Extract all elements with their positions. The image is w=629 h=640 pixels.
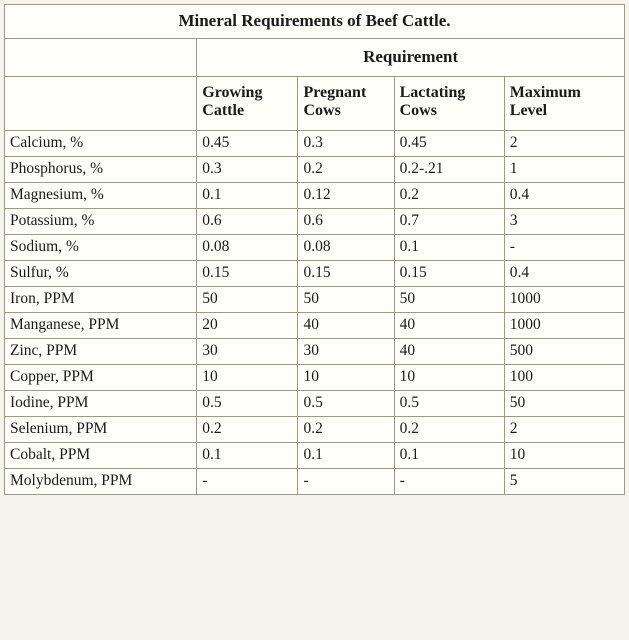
column-header-blank: [5, 77, 197, 131]
cell-pregnant-cows: 0.15: [298, 261, 394, 287]
cell-pregnant-cows: 0.6: [298, 209, 394, 235]
cell-pregnant-cows: 30: [298, 339, 394, 365]
cell-lactating-cows: 50: [394, 287, 504, 313]
table-title-row: [5, 5, 625, 39]
row-label: Molybdenum, PPM: [5, 469, 197, 495]
cell-lactating-cows: 0.2: [394, 417, 504, 443]
row-label: Magnesium, %: [5, 183, 197, 209]
cell-maximum-level: 3: [504, 209, 624, 235]
table-title: Mineral Requirements of Beef Cattle.: [5, 5, 625, 39]
table-row: [5, 261, 625, 287]
cell-lactating-cows: 0.2-.21: [394, 157, 504, 183]
row-label: Manganese, PPM: [5, 313, 197, 339]
table-row: [5, 287, 625, 313]
column-header-pregnant-cows: Pregnant Cows: [298, 77, 394, 131]
cell-growing-cattle: 0.45: [197, 131, 298, 157]
cell-maximum-level: 5: [504, 469, 624, 495]
cell-pregnant-cows: 0.3: [298, 131, 394, 157]
cell-lactating-cows: 0.7: [394, 209, 504, 235]
cell-pregnant-cows: 10: [298, 365, 394, 391]
cell-pregnant-cows: 0.12: [298, 183, 394, 209]
cell-growing-cattle: 0.3: [197, 157, 298, 183]
cell-growing-cattle: 50: [197, 287, 298, 313]
table-row: [5, 131, 625, 157]
cell-lactating-cows: 0.1: [394, 235, 504, 261]
cell-pregnant-cows: 0.5: [298, 391, 394, 417]
cell-growing-cattle: 20: [197, 313, 298, 339]
cell-growing-cattle: 0.2: [197, 417, 298, 443]
cell-lactating-cows: 0.15: [394, 261, 504, 287]
cell-growing-cattle: 0.6: [197, 209, 298, 235]
cell-maximum-level: 0.4: [504, 183, 624, 209]
mineral-requirements-table: [4, 4, 625, 495]
cell-pregnant-cows: 0.1: [298, 443, 394, 469]
row-label: Iron, PPM: [5, 287, 197, 313]
cell-lactating-cows: 0.5: [394, 391, 504, 417]
table-row: [5, 469, 625, 495]
cell-lactating-cows: 40: [394, 339, 504, 365]
cell-pregnant-cows: 0.2: [298, 157, 394, 183]
cell-maximum-level: 0.4: [504, 261, 624, 287]
cell-growing-cattle: 30: [197, 339, 298, 365]
cell-lactating-cows: 0.1: [394, 443, 504, 469]
table-body: [5, 5, 625, 495]
row-label: Cobalt, PPM: [5, 443, 197, 469]
row-label: Sodium, %: [5, 235, 197, 261]
group-header-requirement: Requirement: [197, 39, 625, 77]
cell-maximum-level: 1: [504, 157, 624, 183]
cell-lactating-cows: 0.45: [394, 131, 504, 157]
row-label: Selenium, PPM: [5, 417, 197, 443]
table-row: [5, 365, 625, 391]
cell-growing-cattle: -: [197, 469, 298, 495]
table-row: [5, 209, 625, 235]
cell-maximum-level: 10: [504, 443, 624, 469]
table-row: [5, 443, 625, 469]
table-group-header-row: [5, 39, 625, 77]
column-header-growing-cattle: Growing Cattle: [197, 77, 298, 131]
cell-maximum-level: 2: [504, 131, 624, 157]
table-row: [5, 235, 625, 261]
row-label: Calcium, %: [5, 131, 197, 157]
row-label: Sulfur, %: [5, 261, 197, 287]
cell-pregnant-cows: 0.2: [298, 417, 394, 443]
table-row: [5, 417, 625, 443]
cell-pregnant-cows: -: [298, 469, 394, 495]
cell-lactating-cows: 10: [394, 365, 504, 391]
cell-lactating-cows: -: [394, 469, 504, 495]
cell-maximum-level: 50: [504, 391, 624, 417]
cell-maximum-level: 1000: [504, 287, 624, 313]
cell-pregnant-cows: 50: [298, 287, 394, 313]
table-row: [5, 391, 625, 417]
row-label: Iodine, PPM: [5, 391, 197, 417]
cell-growing-cattle: 0.1: [197, 183, 298, 209]
row-label: Potassium, %: [5, 209, 197, 235]
row-label: Copper, PPM: [5, 365, 197, 391]
cell-maximum-level: 1000: [504, 313, 624, 339]
table-row: [5, 313, 625, 339]
cell-maximum-level: 500: [504, 339, 624, 365]
table-row: [5, 339, 625, 365]
cell-maximum-level: 100: [504, 365, 624, 391]
cell-pregnant-cows: 40: [298, 313, 394, 339]
cell-growing-cattle: 10: [197, 365, 298, 391]
row-label: Zinc, PPM: [5, 339, 197, 365]
cell-growing-cattle: 0.08: [197, 235, 298, 261]
table-column-header-row: [5, 77, 625, 131]
row-label: Phosphorus, %: [5, 157, 197, 183]
cell-growing-cattle: 0.5: [197, 391, 298, 417]
cell-pregnant-cows: 0.08: [298, 235, 394, 261]
cell-growing-cattle: 0.1: [197, 443, 298, 469]
cell-lactating-cows: 0.2: [394, 183, 504, 209]
table-row: [5, 183, 625, 209]
table-row: [5, 157, 625, 183]
cell-growing-cattle: 0.15: [197, 261, 298, 287]
cell-maximum-level: 2: [504, 417, 624, 443]
column-header-lactating-cows: Lactating Cows: [394, 77, 504, 131]
cell-maximum-level: -: [504, 235, 624, 261]
corner-blank-cell: [5, 39, 197, 77]
cell-lactating-cows: 40: [394, 313, 504, 339]
column-header-maximum-level: Maximum Level: [504, 77, 624, 131]
